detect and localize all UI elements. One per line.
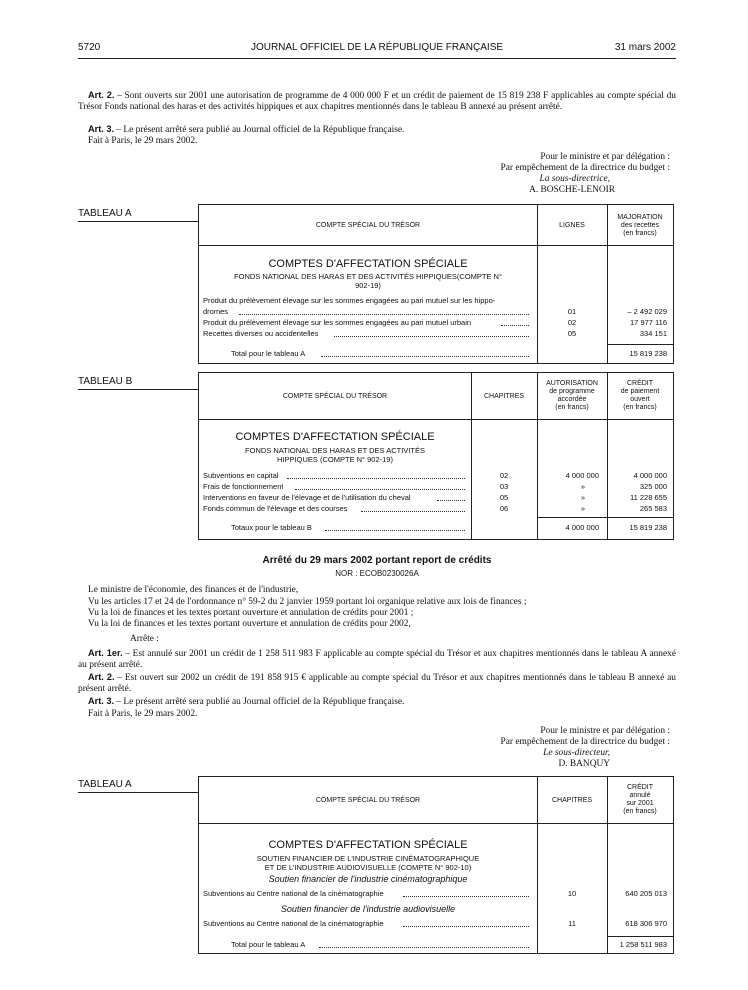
section-subtitle: SOUTIEN FINANCIER DE L'INDUSTRIE CINÉMATOGRAPHIQUE ET DE L'INDUSTRIE AUDIOVISUELLE (COMPTE N° 902-10) [256, 854, 480, 872]
col-majoration: MAJORATION des recettes (en francs) [617, 214, 663, 237]
section-subtitle: FONDS NATIONAL DES HARAS ET DES ACTIVITÉS HIPPIQUES (COMPTE N° 902-19) [245, 446, 425, 464]
section-title: COMPTES D'AFFECTATION SPÉCIALE [268, 258, 468, 270]
arrete-title: Arrêté du 29 mars 2002 portant report de crédits [262, 555, 492, 566]
col-chapitres: CHAPITRES [483, 393, 525, 400]
col-lignes: LIGNES [559, 222, 585, 229]
tableau-a2-label: TABLEAU A [78, 779, 132, 790]
fait: Fait à Paris, le 29 mars 2002. [88, 709, 198, 719]
first-signature: Pour le ministre et par délégation : Par empêchement de la directrice du budget : La sous-directrice, A. BOSCHE-LENOIR [500, 152, 670, 195]
tableau-b1-rule [78, 389, 198, 390]
section-title: COMPTES D'AFFECTATION SPÉCIALE [235, 431, 435, 443]
subsection-audiovisuel: Soutien financier de l'industrie audiovisuelle [280, 904, 456, 914]
first-art3: Art. 3. – Le présent arrêté sera publié au Journal officiel de la République française. [88, 124, 405, 135]
tableau-b1-label: TABLEAU B [78, 376, 133, 387]
journal-title: JOURNAL OFFICIEL DE LA RÉPUBLIQUE FRANÇAISE [250, 42, 504, 53]
issue-date: 31 mars 2002 [614, 42, 676, 53]
col-chapitres: CHAPITRES [551, 797, 593, 804]
col-compte: COMPTE SPÉCIAL DU TRÉSOR [315, 797, 421, 804]
col-credit: CRÉDIT de paiement ouvert (en francs) [620, 380, 660, 411]
header-rule [78, 58, 676, 59]
tableau-a2: COMPTE SPÉCIAL DU TRÉSOR CHAPITRES CRÉDIT annulé sur 2001 (en francs) COMPTES D'AFFECTATION SPÉCIALE SOUTIEN FINANCIER DE L'INDUSTRIE CINÉMATOGRAPHIQUE ET DE L'INDUSTRIE AUDIOVISUELLE (COMPTE N° 902-10) Soutien financier de l'industrie cinématographique Subventions au Centre national de la cinématographie 10 640 205 013 Soutien financier de l'industrie audiovisuelle Subventions au Centre national de la cinématographie 11 618 306 970 Total pour le tableau A 1 258 511 983 [198, 776, 674, 954]
art3: Art. 3. – Le présent arrêté sera publié au Journal officiel de la République française. [88, 696, 405, 707]
tableau-a1: COMPTE SPÉCIAL DU TRÉSOR LIGNES MAJORATION des recettes (en francs) COMPTES D'AFFECTATION SPÉCIALE FONDS NATIONAL DES HARAS ET DES ACTIVITÉS HIPPIQUES(COMPTE N° 902-19) Produit du prélèvement élevage sur les sommes engagées au pari mutuel sur les hippo- dromes 01 – 2 492 029 Produit du prélèvement élevage sur les sommes engagées au pari mutuel urbain 02 17 977 116 Recettes diverses ou accidentelles 05 334 151 Total pour le tableau A 15 819 238 [198, 204, 674, 364]
p-vu-3: Vu la loi de finances et les textes portant ouverture et annulation de crédits pour 2002, [88, 619, 411, 629]
p-vu-1: Vu les articles 17 et 24 de l'ordonnance n° 59-2 du 2 janvier 1959 portant loi organique relative aux lois de finances ; [88, 597, 527, 607]
tableau-a1-rule [78, 221, 198, 222]
nor-reference: NOR : ECOB0230026A [335, 569, 419, 578]
tableau-a2-rule [78, 792, 198, 793]
col-compte: COMPTE SPÉCIAL DU TRÉSOR [282, 393, 388, 400]
first-fait: Fait à Paris, le 29 mars 2002. [88, 136, 198, 146]
p-ministre: Le ministre de l'économie, des finances et de l'industrie, [88, 585, 299, 595]
second-signature: Pour le ministre et par délégation : Par empêchement de la directrice du budget : Le sous-directeur, D. BANQUY [500, 726, 670, 769]
tableau-b1: COMPTE SPÉCIAL DU TRÉSOR CHAPITRES AUTORISATION de programme accordée (en francs) CRÉDIT de paiement ouvert (en francs) COMPTES D'AFFECTATION SPÉCIALE FONDS NATIONAL DES HARAS ET DES ACTIVITÉS HIPPIQUES (COMPTE N° 902-19) Subventions en capital 02 4 000 000 4 000 000 Frais de fonctionnement 03 » 325 000 Interventions en faveur de l'élevage et de l'utilisation du cheval 05 » 11 228 655 Fonds commun de l'élevage et des courses 06 » 265 583 Totaux pour le tableau B 4 000 000 15 819 238 [198, 372, 674, 540]
col-compte: COMPTE SPÉCIAL DU TRÉSOR [315, 222, 421, 229]
tableau-a1-label: TABLEAU A [78, 208, 132, 219]
col-autorisation: AUTORISATION de programme accordée (en francs) [546, 380, 598, 411]
p-arrete: Arrête : [130, 634, 159, 644]
p-vu-2: Vu la loi de finances et les textes portant ouverture et annulation de crédits pour 2001 ; [88, 608, 414, 618]
art1: Art. 1er. – Est annulé sur 2001 un crédit de 1 258 511 983 F applicable au compte spécial du Trésor et aux chapitres mentionnés dans le tableau A annexé au présent arrêté. [78, 648, 676, 670]
section-subtitle: FONDS NATIONAL DES HARAS ET DES ACTIVITÉS HIPPIQUES(COMPTE N° 902-19) [234, 272, 502, 290]
first-art2: Art. 2. – Sont ouverts sur 2001 une autorisation de programme de 4 000 000 F et un crédit de paiement de 15 819 238 F applicables au compte spécial du Trésor Fonds national des haras et des activités hippiques et aux chapitres mentionnés dans le tableau B annexé au présent arrêté. [78, 90, 676, 112]
page-number: 5720 [78, 42, 101, 53]
art2: Art. 2. – Est ouvert sur 2002 un crédit de 191 858 915 € applicable au compte spécial du Trésor et aux chapitres mentionnés dans le tableau B annexé au présent arrêté. [78, 672, 676, 694]
section-title: COMPTES D'AFFECTATION SPÉCIALE [268, 839, 468, 851]
subsection-cinema: Soutien financier de l'industrie cinématographique [268, 874, 468, 884]
col-credit: CRÉDIT annulé sur 2001 (en francs) [623, 784, 657, 815]
